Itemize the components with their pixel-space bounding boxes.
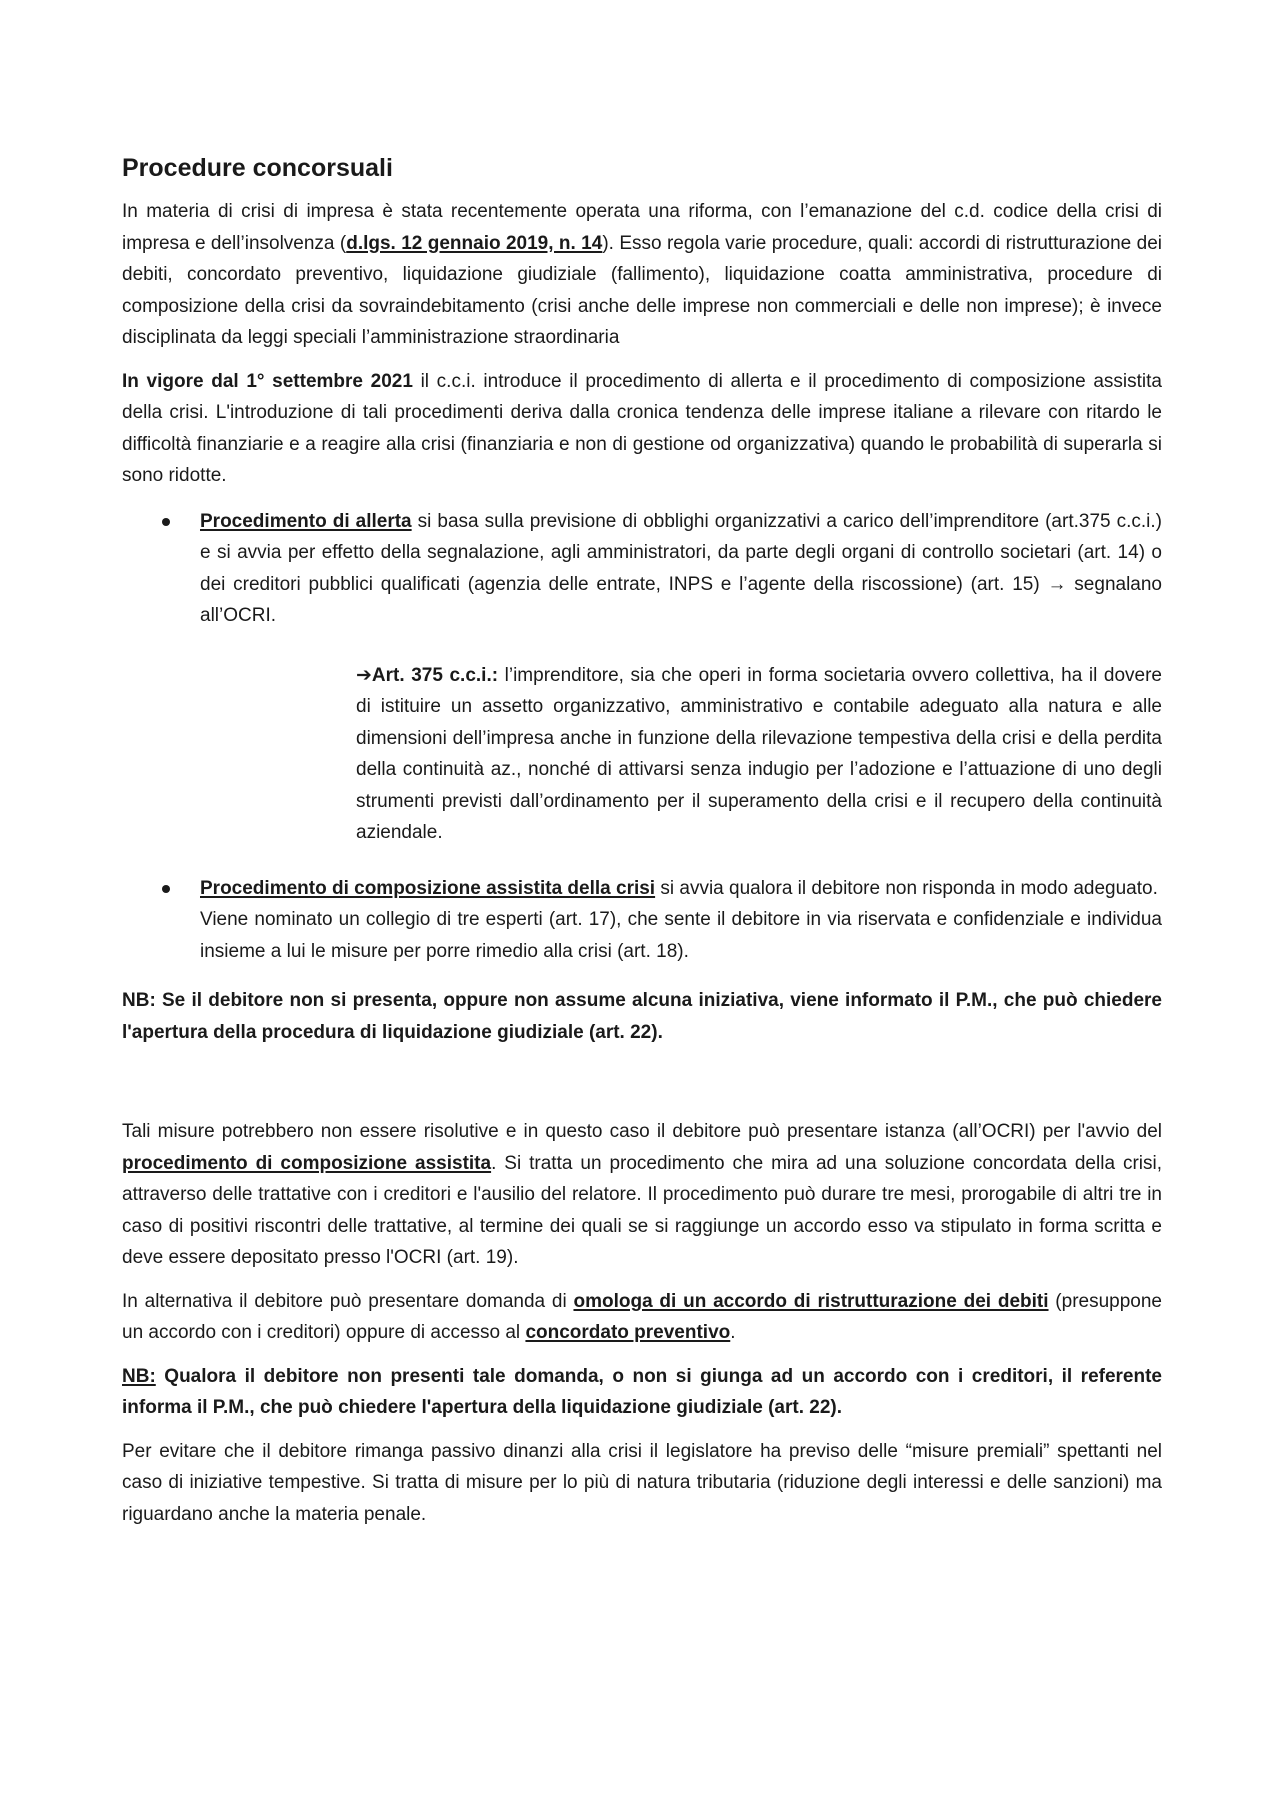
law-reference: d.lgs. 12 gennaio 2019, n. 14 <box>346 232 603 254</box>
p4-text-a: In alternativa il debitore può presentare domanda di <box>122 1290 574 1312</box>
allerta-text: si basa sulla previsione di obblighi organizzativi a carico dell’imprenditore (art.375 c.c.i.) e si avvia per effetto della segnalazione, agli amministratori, da parte degli organi di controllo societari (art. 14) o dei creditori pubblici qualificati (agenzia delle entrate, INPS e l’agente della riscossione) (art. 15) <box>200 510 1162 595</box>
art375-text: l’imprenditore, sia che operi in forma societaria ovvero collettiva, ha il dovere di istituire un assetto organizzativo, amministrativo e contabile adeguato alla natura e alle dimensioni dell’impresa anche in funzione della rilevazione tempestiva della crisi e della perdita della continuità az., nonché di attivarsi senza indugio per l’adozione e l’attuazione di uno degli strumenti previsti dall’ordinamento per il superamento della crisi e il recupero della continuità aziendale. <box>356 664 1162 843</box>
concordato-link: concordato preventivo <box>525 1322 731 1343</box>
allerta-heading: Procedimento di allerta <box>200 510 412 532</box>
spacer <box>122 1060 1162 1116</box>
procedures-list <box>122 506 1162 968</box>
p4-text-b: (presuppone un accordo con i creditori) oppure di accesso al <box>122 1290 1162 1343</box>
misure-premiali-paragraph: Per evitare che il debitore rimanga passivo dinanzi alla crisi il legislatore ha previso delle “misure premiali” spettanti nel caso di iniziative tempestive. Si tratta di misure per lo più di natura tributaria (riduzione degli interessi e delle sanzioni) ma riguardano anche la materia penale. <box>122 1440 1162 1525</box>
composizione-heading: Procedimento di composizione assistita della crisi <box>200 877 656 899</box>
bullet-icon <box>162 518 170 526</box>
composizione-text-2: Viene nominato un collegio di tre esperti (art. 17), che sente il debitore in via riservata e confidenziale e individua insieme a lui le misure per porre rimedio alla crisi (art. 18). <box>200 909 1162 962</box>
nb-note-1: NB: Se il debitore non si presenta, oppure non assume alcuna iniziativa, viene informato il P.M., che può chiedere l'apertura della procedura di liquidazione giudiziale (art. 22). <box>122 990 1162 1043</box>
p3-text-a: Tali misure potrebbero non essere risolutive e in questo caso il debitore può presentare istanza (all’OCRI) per l'avvio del <box>122 1121 1162 1142</box>
list-item-composizione <box>122 873 1162 968</box>
effective-date: In vigore dal 1° settembre 2021 <box>122 370 413 392</box>
effective-date-text: il c.c.i. introduce il procedimento di allerta e il procedimento di composizione assistita della crisi. L'introduzione di tali procedimenti deriva dalla cronica tendenza delle imprese italiane a rilevare con ritardo le difficoltà finanziarie e a reagire alla crisi (finanziaria e non di gestione od organizzativa) quando le probabilità di superarla si sono ridotte. <box>122 370 1162 486</box>
page-title: Procedure concorsuali <box>122 154 393 182</box>
list-item-allerta <box>122 506 1162 849</box>
intro-paragraph <box>122 196 1162 354</box>
effective-date-paragraph <box>122 366 1162 492</box>
arrow-icon: → <box>1047 573 1067 595</box>
p3-text-b: . Si tratta un procedimento che mira ad una soluzione concordata della crisi, attraverso delle trattative con i creditori e l'ausilio del relatore. Il procedimento può durare tre mesi, prorogabile di altri tre in caso di positivi riscontri delle trattative, al termine dei quali se si raggiunge un accordo esso va stipulato in forma scritta e deve essere depositato presso l'OCRI (art. 19). <box>122 1152 1162 1268</box>
procedimento-link: procedimento di composizione assistita <box>122 1152 492 1174</box>
document-page <box>122 150 1162 1542</box>
intro-text-b: ). Esso regola varie procedure, quali: accordi di ristrutturazione dei debiti, concordato preventivo, liquidazione giudiziale (fallimento), liquidazione coatta amministrativa, procedure di composizione della crisi da sovraindebitamento (crisi anche delle imprese non commerciali e delle non imprese); è invece disciplinata da leggi speciali l’amministrazione straordinaria <box>122 232 1162 348</box>
alternativa-paragraph <box>122 1286 1162 1349</box>
nb-note-2-paragraph <box>122 1361 1162 1424</box>
art375-quote <box>356 660 1162 849</box>
composizione-text: si avvia qualora il debitore non risponda in modo adeguato. <box>655 877 1158 899</box>
bullet-icon <box>162 885 170 893</box>
allerta-tail: segnalano all’OCRI. <box>200 573 1162 626</box>
composizione-assistita-paragraph <box>122 1116 1162 1274</box>
omologa-link: omologa di un accordo di ristrutturazione dei debiti <box>573 1290 1049 1312</box>
art375-label: Art. 375 c.c.i.: <box>371 664 499 686</box>
nb-label: NB: <box>122 1365 156 1387</box>
p4-text-c: . <box>730 1322 736 1343</box>
nb-note-2: Qualora il debitore non presenti tale domanda, o non si giunga ad un accordo con i creditori, il referente informa il P.M., che può chiedere l'apertura della liquidazione giudiziale (art. 22). <box>122 1365 1162 1418</box>
intro-text-a: In materia di crisi di impresa è stata recentemente operata una riforma, con l’emanazione del c.d. codice della crisi di impresa e dell’insolvenza ( <box>122 201 1162 254</box>
arrow-icon: ➔ <box>356 664 372 686</box>
